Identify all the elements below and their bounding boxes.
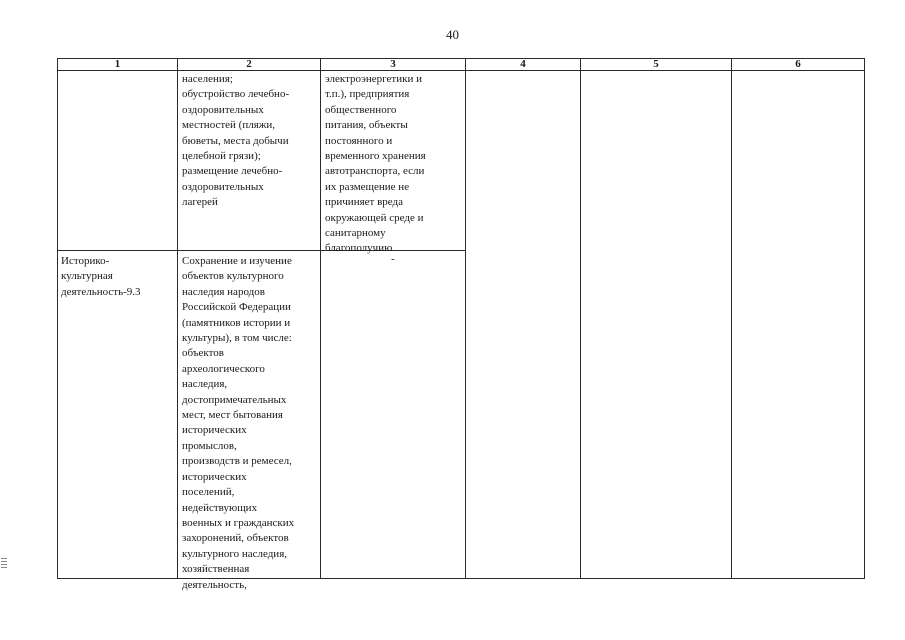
table-bottom-border xyxy=(57,578,865,579)
header-bottom-border xyxy=(57,70,865,71)
row2-col3: - xyxy=(391,253,395,265)
col-border-right xyxy=(864,58,865,579)
header-col-1: 1 xyxy=(114,58,121,70)
row1-col3: электроэнергетики и т.п.), предприятия общественного питания, объекты постоянного и временного хранения автотранспорта, если их размещение не причиняет вреда окружающей среде и санитарному благополучию xyxy=(325,73,426,255)
row2-col2: Сохранение и изучение объектов культурного наследия народов Российской Федерации (памятников истории и культуры), в том числе: объектов археологического наследия, достопримечательных мест, мест бытования исторических промыслов, производств и ремесел, исторических поселений, недействующих военных и гражданских захоронений, объектов культурного наследия, хозяйственная деятельность, xyxy=(182,255,295,591)
header-col-3: 3 xyxy=(390,58,396,70)
col-border-left xyxy=(57,58,58,579)
col-border-4-5 xyxy=(580,58,581,579)
row1-col2: населения; обустройство лечебно- оздоровительных местностей (пляжи, бюветы, места добычи целебной грязи); размещение лечебно- оздоровительных лагерей xyxy=(182,73,290,209)
col-border-2-3 xyxy=(320,58,321,579)
header-col-4: 4 xyxy=(520,58,526,70)
margin-scan-mark xyxy=(1,558,7,578)
row2-col1: Историко- культурная деятельность-9.3 xyxy=(61,255,141,298)
header-col-5: 5 xyxy=(653,58,659,70)
col-border-3-4 xyxy=(465,58,466,579)
page-number: 40 xyxy=(446,27,459,42)
header-col-2: 2 xyxy=(246,58,252,70)
col-border-1-2 xyxy=(177,58,178,579)
header-col-6: 6 xyxy=(795,58,801,70)
col-border-5-6 xyxy=(731,58,732,579)
